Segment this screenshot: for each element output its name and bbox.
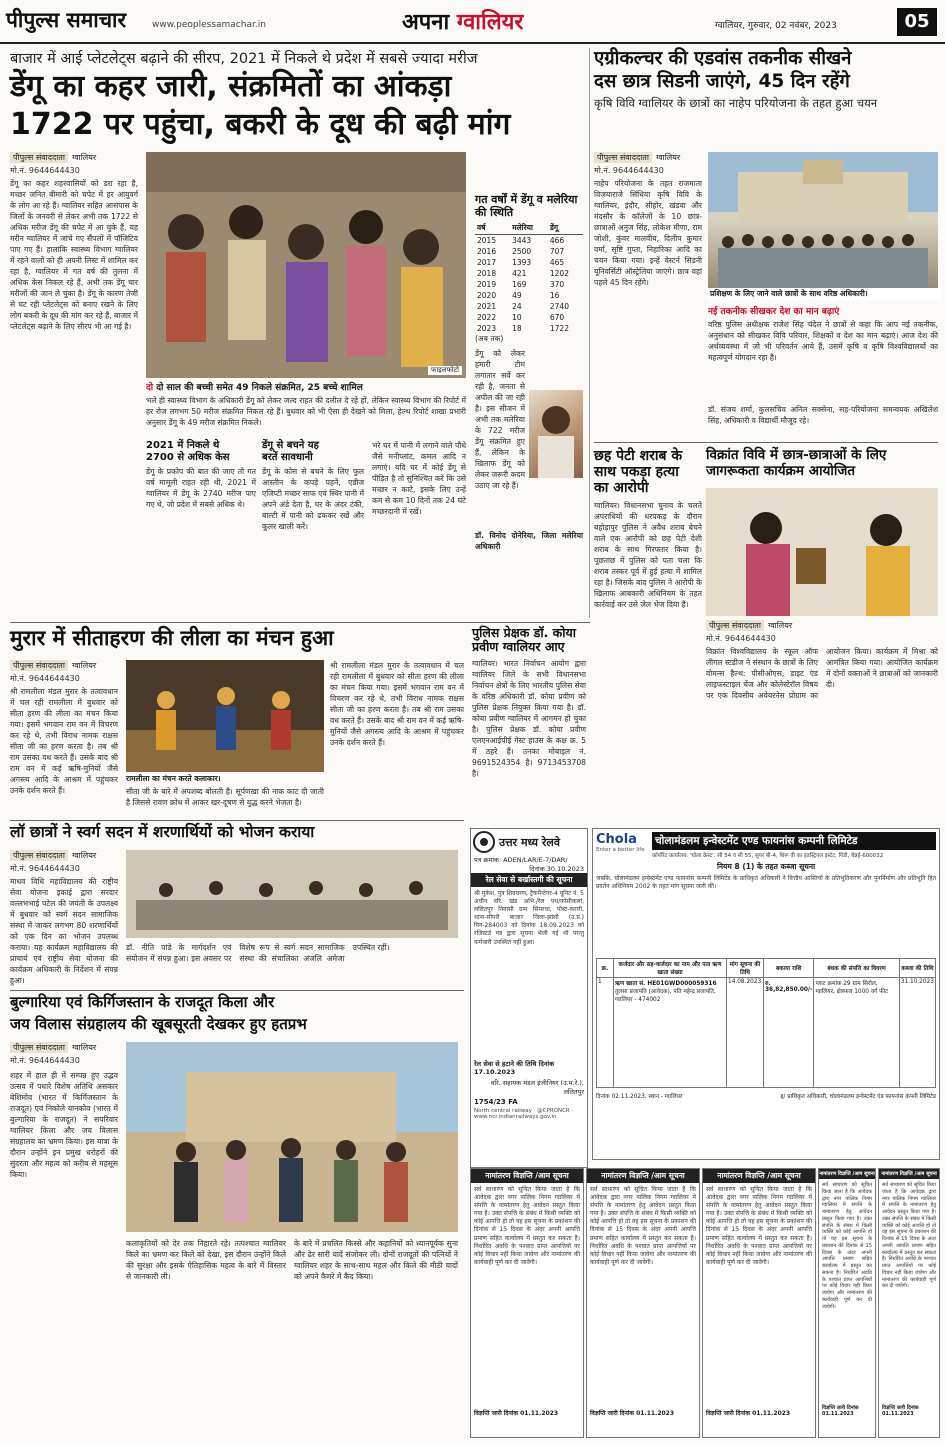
notice-body: सर्व साधारण को सूचित किया जाता है कि आवेदक द्वारा नगर पालिक निगम ग्वालियर में संपत्ति के नामांतरण हेतु आवेदन प्रस्तुत किया गया है। उक्त संपत्ति के संबंध में किसी व्यक्ति को कोई आपत्ति हो तो वह इस सूचना के प्रकाशन की दिनांक से 15 दिवस के अंदर अपनी आपत्ति प्रमाण सहित कार्यालय में प्रस्तुत कर सकता है। निर्धारित अवधि के पश्चात प्राप्त आपत्तियों पर कोई विचार नहीं किया जावेगा और नामांतरण की कार्यवाही पूर्ण कर दी जावेगी। [474, 1186, 580, 1266]
vikrant-story [706, 448, 938, 820]
liquor-headline-3: का आरोपी [594, 480, 649, 497]
railway-effective: रेल सेवा से हटाने की तिथि दिनांक 17.10.2023 [474, 1060, 555, 1076]
chola-logo [596, 832, 652, 853]
leela-photo-caption: रामलीला का मंचन करते कलाकार। [126, 774, 324, 784]
bulgaria-photo [126, 1042, 458, 1232]
vikrant-mobile: मो.नं. 9644644430 [706, 634, 776, 643]
sub-2021-body: डेंगू के प्रकोप की बात की जाए तो गत वर्ष मामूली राहत रही थी, 2021 में ग्वालियर में डेंगू के 2740 मरीज पाए गए थे, जो प्रदेश में सबसे अधिक थे। [146, 467, 256, 509]
police-headline-2: प्रवीण ग्वालियर आए [472, 639, 565, 655]
caption-title: दो साल की बच्ची समेत 49 निकले संक्रमित, 25 बच्चे शामिल [156, 383, 363, 393]
agri-photo [708, 152, 938, 300]
leela-story [10, 622, 464, 818]
vikrant-body: विक्रांत विश्वविद्यालय के स्कूल ऑफ लीगल स्टडीज ने संस्थान के छात्रों के लिए वोमन्स हैल्थ: पीसीओएस, डाइट एंड लाइफस्टाइल चेंज और कोलेस्टेरॉल विषय पर एक दिवसीय अवेयरनेस प्रोग्राम का आयोजन किया। कार्यक्रम में मिश्रा को आमंत्रित किया गया। आयोजित कार्यक्रम में दोनों वक्ताओं ने छात्राओं को जानकारी दी। [706, 647, 938, 700]
dengue-byline [10, 152, 140, 163]
reporter-tag: पीपुल्स संवाददाता [10, 850, 68, 861]
social-twitter[interactable]: @CPRONCR [537, 1108, 570, 1114]
railway-notice-title: रेल सेवा से बर्खास्तगी की सूचना [471, 873, 587, 887]
railway-social: North central railway · @CPRONCR · www.ncr.indianrailways.gov.in [474, 1108, 574, 1120]
dengue-mobile: मो.नं. 9644644430 [10, 166, 80, 175]
table-row: 2015 3443 466 [477, 236, 565, 246]
mutation-notice [470, 1168, 584, 1438]
reporter-tag: पीपुल्स संवाददाता [10, 152, 68, 163]
table-row: 2023 18 1722 [477, 324, 569, 334]
stats-header: मलेरिया [510, 222, 548, 235]
dengue-photo-caption: दो दो साल की बच्ची समेत 49 निकले संक्रमित, 25 बच्चे शामिल भले ही स्वास्थ्य विभाग के अधिकारी डेंगू को लेकर जल्द राहत की दलील दे रहे हों, लेकिन स्वास्थ्य विभाग की रिपोर्ट में हर रोज लगभग 50 मरीज संक्रमित निकल रहे हैं। बुधवार को भी ऐसा ही देखने को मिला, हेल्थ रिपोर्ट शाखा प्रभारी अनुसार डेंगू के 49 मरीज संक्रमित निकले। [146, 383, 466, 427]
paper-logo: पीपुल्स समाचार [6, 8, 127, 32]
column-divider [589, 48, 590, 618]
highlight-title: नई तकनीक सीखकर देश का मान बढ़ाएं [708, 307, 840, 317]
notice-body: सर्व साधारण को सूचित किया जाता है कि आवेदक द्वारा नगर पालिक निगम ग्वालियर में संपत्ति के नामांतरण हेतु आवेदन प्रस्तुत किया गया है। उक्त संपत्ति के संबंध में किसी व्यक्ति को कोई आपत्ति हो तो वह इस सूचना के प्रकाशन की दिनांक से 15 दिवस के अंदर अपनी आपत्ति प्रमाण सहित कार्यालय में प्रस्तुत कर सकता है। निर्धारित अवधि के पश्चात प्राप्त आपत्तियों पर कोई विचार नहीं किया जावेगा और नामांतरण की कार्यवाही पूर्ण कर दी जावेगी। [882, 1182, 936, 1290]
notice-sign: विज्ञप्ति जारी दिनांक 01.11.2023 [882, 1405, 919, 1417]
notice-sign: विज्ञप्ति जारी दिनांक 01.11.2023 [822, 1405, 859, 1417]
law-headline: लॉ छात्रों ने स्वर्ग सदन में शरणार्थियों को भोजन कराया [10, 823, 315, 841]
sub-2021-title-1: 2021 में निकले थे [146, 440, 220, 451]
city: ग्वालियर [71, 153, 97, 162]
leela-top-rule [10, 622, 590, 623]
law-mobile: मो.नं. 9644644430 [10, 864, 80, 873]
notice-head: नामांतरण विज्ञप्ति /आम सूचना [819, 1171, 875, 1177]
stats-note: (अब तक) [475, 334, 504, 344]
caption-body: भले ही स्वास्थ्य विभाग के अधिकारी डेंगू को लेकर जल्द राहत की दलील दे रहे हों, लेकिन स्वास्थ्य विभाग की रिपोर्ट में हर रोज लगभग 50 मरीज संक्रमित निकल रहे हैं। बुधवार को भी ऐसा ही देखने को मिला, हेल्थ रिपोर्ट शाखा प्रभारी अनुसार डेंगू के 49 मरीज संक्रमित निकले। [146, 396, 466, 427]
mutation-notice [818, 1168, 876, 1438]
chola-table [596, 958, 936, 1088]
agri-subhead: कृषि विवि ग्वालियर के छात्रों का नाहेप परियोजना के तहत हुआ चयन [594, 95, 878, 110]
agri-headline-1: एग्रीकल्चर की एडवांस तकनीक सीखने [594, 48, 852, 69]
reporter-tag: पीपुल्स संवाददाता [10, 1042, 68, 1053]
police-headline-1: पुलिस प्रेक्षक डॉ. कोया [472, 625, 576, 640]
chola-logo-text: Chola [596, 832, 637, 847]
notice-head: नामांतरण विज्ञप्ति /आम सूचना [703, 1169, 815, 1183]
notice-body: सर्व साधारण को सूचित किया जाता है कि आवेदक द्वारा नगर पालिक निगम ग्वालियर में संपत्ति के नामांतरण हेतु आवेदन प्रस्तुत किया गया है। उक्त संपत्ति के संबंध में किसी व्यक्ति को कोई आपत्ति हो तो वह इस सूचना के प्रकाशन की दिनांक से 15 दिवस के अंदर अपनी आपत्ति प्रमाण सहित कार्यालय में प्रस्तुत कर सकता है। निर्धारित अवधि के पश्चात प्राप्त आपत्तियों पर कोई विचार नहीं किया जावेगा और नामांतरण की कार्यवाही पूर्ण कर दी जावेगी। [822, 1182, 872, 1310]
city: ग्वालियर [767, 621, 793, 630]
law-byline [10, 850, 96, 861]
highlight-body: वरिष्ठ पुलिस अधीक्षक राजेश सिंह चंदेल ने छात्रों से कहा कि आप नई तकनीक, अनुसंधान को सीखकर विवि परिवार, शिक्षकों व देश का मान बढ़ाएं। आज देश की अर्थव्यवस्था में जो भी परिवर्तन आये हैं, उसमें कृषि व कृषि विश्वविद्यालयों का महत्वपूर्ण योगदान रहा है। [708, 320, 938, 362]
railway-org: उत्तर मध्य रेलवे [499, 835, 560, 849]
table-row: 2019 169 370 [477, 280, 565, 290]
sub-save [262, 440, 364, 532]
masthead-rule [0, 42, 945, 44]
bulgaria-headline-2: जय विलास संग्रहालय की खूबसूरती देखकर हुए हतप्रभ [10, 1015, 307, 1033]
liquor-body: ग्वालियर। विधानसभा चुनाव के चलते अपराधियों की धरपकड़ के दौरान बहोड़ापुर पुलिस ने अवैध शराब बेचने वाले एक आरोपी को छह पेटी देशी शराब के साथ गिरफ्तार किया है। पूछताछ में पुलिस को पता चला कि शराब तस्कर पूर्व में हुई हत्या में शामिल रहा है। जिसके बाद पुलिस ने आरोपी के खिलाफ आबकारी अधिनियम के तहत कार्रवाई कर उसे जेल भेज दिया है। [594, 501, 702, 610]
sub-save-title-2: बरतें सावधानी [262, 451, 313, 463]
chola-tagline: Enter a better life [596, 847, 645, 853]
railway-notice [470, 828, 588, 1168]
masthead [0, 0, 945, 44]
chola-title: चोलामंडलम इन्वेस्टमेंट एण्ड फायनांस कम्पनी लिमिटेड [652, 832, 936, 850]
vikrant-headline-2: जागरूकता कार्यक्रम आयोजित [706, 462, 856, 479]
notice-head: नामांतरण विज्ञप्ति /आम सूचना [879, 1169, 939, 1179]
stats-header: डेंगू [548, 222, 583, 235]
city: ग्वालियर [71, 661, 97, 670]
notice-body: सर्व साधारण को सूचित किया जाता है कि आवेदक द्वारा नगर पालिक निगम ग्वालियर में संपत्ति के नामांतरण हेतु आवेदन प्रस्तुत किया गया है। उक्त संपत्ति के संबंध में किसी व्यक्ति को कोई आपत्ति हो तो वह इस सूचना के प्रकाशन की दिनांक से 15 दिवस के अंदर अपनी आपत्ति प्रमाण सहित कार्यालय में प्रस्तुत कर सकता है। निर्धारित अवधि के पश्चात प्राप्त आपत्तियों पर कोई विचार नहीं किया जावेगा और नामांतरण की कार्यवाही पूर्ण कर दी जावेगी। [590, 1186, 696, 1266]
agri-photo-caption: प्रशिक्षण के लिए जाने वाले छात्रों के साथ वरिष्ठ अधिकारी। [708, 288, 942, 300]
table-header-row: क्र. कर्जदार और सह-कर्जदार का नाम और पता ऋण खाता संख्या मांग सूचना की तिथि बकाया राशि बंधक की संपत्ति का विवरण कब्जा की तिथि [597, 959, 936, 978]
liquor-story [594, 448, 702, 818]
notice-body: सर्व साधारण को सूचित किया जाता है कि आवेदक द्वारा नगर पालिक निगम ग्वालियर में संपत्ति के नामांतरण हेतु आवेदन प्रस्तुत किया गया है। उक्त संपत्ति के संबंध में किसी व्यक्ति को कोई आपत्ति हो तो वह इस सूचना के प्रकाशन की दिनांक से 15 दिवस के अंदर अपनी आपत्ति प्रमाण सहित कार्यालय में प्रस्तुत कर सकता है। निर्धारित अवधि के पश्चात प्राप्त आपत्तियों पर कोई विचार नहीं किया जावेगा और नामांतरण की कार्यवाही पूर्ण कर दी जावेगी। [706, 1186, 812, 1266]
agri-body: नाहेप परियोजना के तहत राजमाता विजयाराजे सिंधिया कृषि विवि के ग्वालियर, इंदौर, सीहोर, खंडवा और मंदसौर के कॉलेजों के 10 छात्र-छात्राओं अनुज सिंह, लोकेश मीणा, राम जोशी, कुंवर मालवीय, दिलीप कुमार वर्मा, सृष्टि गुप्ता, निहारिका आदि का चयन किया गया। इन्हें वेस्टर्न सिडनी यूनिवर्सिटी ऑस्ट्रेलिया जाएंगे। छात्र वहां पहले 45 दिन रहेंगे। [594, 179, 702, 287]
section-title-b: ग्वालियर [456, 10, 524, 35]
railway-body: श्री मुकेश, पुत्र शिवचरण, ट्रैकमैन्टेनर-4 यूनिट नं. 5 अधीन वरि. खंड अभि./रेल पथ/कोसीकलां, ललितपुर निवासी ग्राम सिमरधा, पोस्ट-करारी, थाना-सीपरी बाजार जिला-झांसी (उ.प्र.) पिन-284003 को दिनांक 18.09.2023 को रजिस्टर्ड पत्र द्वारा सूचना भेजी गई थी परन्तु कर्मचारी उपस्थित नहीं हुआ। [474, 890, 584, 946]
chola-sign: ह/ प्राधिकृत अधिकारी, चोलामंडलम इन्वेस्टमेंट एंड फायनांस कंपनी लिमिटेड [780, 1094, 936, 1100]
dengue-headline-1: डेंगू का कहर जारी, संक्रमितों का आंकड़ा [10, 69, 452, 104]
official-photo [529, 390, 583, 478]
vikrant-photo [706, 488, 938, 616]
crowd-photo-icon [146, 152, 466, 378]
table-row: 2022 10 670 [477, 313, 565, 323]
official-quote: डेंगू को लेकर हमारी टीम लगातार सर्वे कर रही है, जनता से अपील की जा रही है। इस सीजन में अभी तक मलेरिया के 722 मरीज डेंगू संक्रमित हुए हैं, लेकिन के खिलाफ डेंगू को लेकर जरूरी कदम उठाए जा रहे हैं। [475, 349, 525, 491]
dengue-photo [146, 152, 466, 378]
notice-sign: विज्ञप्ति जारी दिनांक 01.11.2023 [706, 1410, 791, 1417]
section-title-a: अपना [402, 10, 450, 35]
city: ग्वालियर [655, 153, 681, 162]
agri-headline-2: दस छात्र सिडनी जाएंगे, 45 दिन रहेंगे [594, 71, 850, 93]
railway-footer-code: 1754/23 FA [474, 1098, 518, 1106]
notice-head: नामांतरण विज्ञप्ति /आम सूचना [471, 1169, 583, 1183]
chola-address: कॉर्पोरेट कार्यालय: 'चोला क्रेस्ट', सी 54 व सी 55, सुपर बी-4, थिरू वी का इंडस्ट्रियल इस्टेट, गिंडी, चेन्नई-600032 [652, 853, 884, 859]
reporter-tag: पीपुल्स संवाददाता [10, 660, 68, 671]
dengue-headline-2: 1722 पर पहुंचा, बकरी के दूध की बढ़ी मांग [10, 107, 511, 142]
mutation-notice [586, 1168, 700, 1438]
leela-headline: मुरार में सीताहरण की लीला का मंचन हुआ [10, 626, 334, 650]
law-photo [126, 850, 458, 938]
leela-photo [126, 660, 324, 772]
sub-save-title-1: डेंगू से बचने यह [262, 440, 319, 451]
bulgaria-mobile: मो.नं. 9644644430 [10, 1056, 80, 1065]
official-name: डॉ. विनोद दोनेरिया, जिला मलेरिया अधिकारी [475, 531, 583, 552]
vikrant-headline-1: विक्रांत विवि में छात्र-छात्राओं के लिए [706, 447, 887, 463]
mutation-notice [878, 1168, 940, 1438]
police-body: ग्वालियर। भारत निर्वाचन आयोग द्वारा ग्वालियर जिले के सभी विधानसभा निर्वाचन क्षेत्रों के लिए भारतीय पुलिस सेवा के वरिष्ठ अधिकारी डॉ. कोया प्रवीण को पुलिस प्रेक्षक नियुक्त किया गया है। डॉ. कोया प्रवीण ग्वालियर में आगमन हो चुका है। पुलिस प्रेक्षक डॉ. कोया प्रवीण एलएनआईपीई गेस्ट हाउस के कक्ष क्र. 5 में ठहरे हैं। उनका मोबाइल नं. 9691524354 है। 9713453708 है। [472, 658, 586, 778]
page-number: 05 [897, 8, 937, 36]
table-row: 1 ऋण खाता सं. HE01GWD000059316 तुलसा प्रजापति (आवेदक), पति महेन्द्र प्रजापति, ग्वालियर - 474002 14.08.2023 रु. 36,82,850.00/- प्लाट क्रमांक 29 ग्राम सिरोल, ग्वालियर, क्षेत्रफल 1000 वर्ग फीट 31.10.2023 [597, 978, 936, 1088]
railway-logo-icon [473, 831, 495, 853]
table-row: 2021 24 2740 [477, 302, 569, 312]
bulgaria-byline [10, 1042, 96, 1053]
stats-title: गत वर्षों में डेंगू व मलेरिया की स्थिति [475, 193, 578, 219]
leela-body: श्री रामलीला मंडल मुरार के तत्वावधान में चल रही रामलीला में बुधवार को सीता हरण की लीला का मंचन किया गया। इसमें भगवान राम वन में विचरण कर रहे थे, तभी विराध नामक राक्षस सीता जी का हरण करता है। तब श्री राम उसका वध करते हैं। उसके बाद श्री राम वन में कई ऋषि-मुनियों जैसे अगस्त्य आदि के आश्रम में पहुंचकर उनके दर्शन करते हैं। [10, 687, 118, 795]
liquor-headline-1: छह पेटी शराब के [594, 448, 683, 464]
agri-byline [594, 152, 680, 163]
railway-signature: वरि. सहायक मंडल इंजीनियर (उ.म.रे.), ललितपुर [490, 1079, 584, 1096]
agri-highlight [708, 304, 938, 363]
leela-byline [10, 660, 96, 671]
notice-sign: विज्ञप्ति जारी दिनांक 01.11.2023 [474, 1410, 559, 1417]
social-website[interactable]: www.ncr.indianrailways.gov.in [474, 1114, 557, 1120]
chola-rule-title: नियम 8 (1) के तहत कब्जा सूचना [716, 862, 816, 871]
liquor-headline-2: साथ पकड़ा हत्या [594, 464, 679, 481]
diplomats-photo-icon [126, 1042, 458, 1232]
photo-credit: फाइलफोटो [428, 366, 462, 375]
railway-ref-no: पत्र क्रमांक: ADEN/LAR/E-7/DAR/ [474, 856, 568, 864]
leela-mobile: मो.नं. 9644644430 [10, 674, 80, 683]
dengue-col1: डेंगू का कहर शहरवासियों को डरा रहा है, मच्छर जनित बीमारी को चपेट में हर आयुवर्ग के लोग आ रहे हैं। ग्वालियर सहित आसपास के जिलों के जनवरी से लेकर अभी तक 1722 से अधिक मरीज डेंगू की चपेट में आ चुके हैं, यह मरीन ग्वालियर में जांचे गए सैंपलों में पॉजिटिव पाए गए हैं। हालांकि स्वास्थ्य विभाग ग्वालियर में रहने वालों को ही अपनी लिस्ट में शामिल कर रहा है, ग्वालियर में गत वर्ष की तुलना में अधिक केस निकल रहे हैं, अभी तक डेंगू चार मरीजों की जान ले चुका है। डेंगू के कारण तेजी से घट रही प्लेटलेट्स को बनाए रखने के लिए लोग बकरी के दूध की मांग कर रहे हैं, बाजार में प्लेटलेट्स बढ़ाने के लिए सीरप भी आ गई है। [10, 179, 138, 331]
stage-photo-icon [126, 660, 324, 772]
bulgaria-body: शहर में हाल ही में सम्पन्न हुए उद्भव उत्सव में पधारे विशेष अतिथि असकार बेशिमोव (भारत में किर्गिजस्तान के राजदूत) एवं निकोले यानकोव (भारत में बुल्गारिया के राजदूत) ने सपरिवार ग्वालियर किला और जय विलास संग्रहालय का भ्रमण किया। इस यात्रा के दौरान उन्होंने इन प्रमुख धरोहरों की सुंदरता और महत्व को करीब से महसूस किया। [10, 1071, 118, 1179]
dengue-stats-box [475, 194, 583, 614]
award-photo-icon [706, 488, 938, 616]
bulgaria-top-rule [10, 990, 464, 991]
stats-table [475, 222, 583, 334]
sub-2021-title-2: 2700 से अधिक केस [146, 451, 230, 463]
table-row: 2016 2500 707 [477, 247, 565, 257]
table-row: 2020 49 16 [477, 291, 560, 301]
dengue-col4: भरे घर में पानी में लगाने वाले पौधे जैसे मनीप्लांट, कमल आदि न लगाएं। यदि घर में कोई डेंगू से पीड़ित है तो सुनिश्चित करें कि उसे मच्छर न काटे, इसके लिए उन्हें कम से कम 10 दिनों तक 24 घंटे मच्छरदानी में रखें। [372, 441, 466, 516]
reporter-tag: पीपुल्स संवाददाता [594, 152, 652, 163]
police-story [472, 626, 586, 818]
bulgaria-body3: के बारे में प्रचलित किस्से और कहानियों को ध्यानपूर्वक सुना और ढेर सारी यादें संजोकर ली। दोनों राजदूतों की पत्नियों ने ग्वालियर शहर के साथ-साथ महल और किले की मीठी यादों को अपने कैमरे में कैद किया। [294, 1239, 458, 1281]
agri-mobile: मो.नं. 9644644430 [594, 166, 664, 175]
leela-col3: श्री रामलीला मंडल मुरार के तत्वावधान में चल रही रामलीला में बुधवार को सीता हरण की लीला का मंचन किया गया। इसमें भगवान राम वन में विचरण कर रहे थे, तभी विराध नामक राक्षस सीता जी का हरण करता है। तब श्री राम उसका वध करते हैं। उसके बाद श्री राम वन में कई ऋषि-मुनियों जैसे अगस्त्य आदि के आश्रम में पहुंचकर उनके दर्शन करते हैं। [330, 661, 464, 747]
chola-footer [593, 1090, 939, 1102]
agri-story [594, 48, 938, 442]
dengue-kicker: बाजार में आई प्लेटलेट्स बढ़ाने की सीरप, 2021 में निकले थे प्रदेश में सबसे ज्यादा मरीज [10, 51, 478, 67]
law-story [10, 820, 464, 988]
notices-row [470, 1168, 938, 1438]
website[interactable]: www.peoplessamachar.in [152, 20, 266, 30]
leela-body2: सीता जी के बारे में अपशब्द बोलती है। सूर्पणखा की नाक काट दी जाती है जिससे रावण क्रोध में आकर खर-दूषण से युद्ध करने भेजता है। [126, 787, 324, 807]
official-portrait-icon [529, 390, 583, 478]
sub-2021 [146, 440, 256, 510]
social-facebook[interactable]: North central railway [474, 1108, 532, 1114]
sub-save-body: डेंगू के कोस से बचने के लिए फुल आस्तीन के कपड़े पहनें, एडीज एजिप्टी मच्छर साफ एवं स्थिर पानी में अपने अंडे देता है, घर के अंदर टंकी, बाल्टी में पानी को ढककर रखें और कूलर खाली करें। [262, 467, 364, 531]
chola-notice [592, 828, 940, 1160]
city: ग्वालियर [71, 851, 97, 860]
meal-photo-icon [126, 850, 458, 938]
mutation-notice [702, 1168, 816, 1438]
railway-ref-date: दिनांक 30.10.2023 [529, 865, 584, 873]
vikrant-byline [706, 620, 792, 631]
stats-header: वर्ष [475, 222, 510, 235]
chola-intro: जबकि, चोलामंडलम इन्वेस्टमेंट एण्ड फायनांस कम्पनी लिमिटेड के प्राधिकृत अधिकारी ने वित्तीय आस्तियों के प्रतिभूतिकरण और पुनर्निर्माण और प्रतिभूति हित प्रवर्तन अधिनियम 2002 के तहत मांग सूचना जारी की। [596, 875, 936, 891]
law-top-rule [10, 820, 464, 821]
section-title [402, 6, 523, 36]
notice-sign: विज्ञप्ति जारी दिनांक 01.11.2023 [590, 1410, 675, 1417]
group-photo-icon [708, 152, 938, 300]
bulgaria-headline-1: बुल्गारिया एवं किर्गिजस्तान के राजदूत किला और [10, 993, 275, 1011]
city: ग्वालियर [71, 1043, 97, 1052]
bulgaria-body2: कलाकृतियों को देर तक निहारते रहे। तत्पश्चात ग्वालियर किले का भ्रमण कर किले को देखा, इस दौरान उन्होंने किले की सुरक्षा और इसके ऐतिहासिक महत्व के बारे में विस्तार से जानकारी ली। [126, 1239, 286, 1281]
chola-place-date: दिनांक 02.11.2023, स्थान - ग्वालियर [596, 1094, 683, 1100]
notice-head: नामांतरण विज्ञप्ति /आम सूचना [587, 1169, 699, 1183]
date-line: ग्वालियर, गुरुवार, 02 नवंबर, 2023 [715, 21, 837, 31]
reporter-tag: पीपुल्स संवाददाता [706, 620, 764, 631]
law-body: माधव विधि महाविद्यालय की राष्ट्रीय सेवा योजना इकाई द्वारा सरदार वल्लभभाई पटेल की जयंती के उपलक्ष्य में बुधवार को स्वर्ग सदन सामाजिक संस्था में जाकर लगभग 80 शरणार्थियों को एक दिन का भोजन उपलब्ध कराया। यह कार्यक्रम महाविद्यालय की प्राचार्य एवं राष्ट्रीय सेवा योजना की कार्यक्रम अधिकारी के निर्देशन में संपन्न हुआ। [10, 877, 118, 985]
table-row: 2018 421 1202 [477, 269, 569, 279]
table-row: 2017 1393 465 [477, 258, 565, 268]
law-body2: डॉ. नीति पांडे के मार्गदर्शन एवं संयोजन में संपन्न हुआ। इस अवसर पर विशेष रूप से स्वर्ग सदन सामाजिक संस्था की संचालिका अंजलि अमेजा उपस्थित रहीं। [126, 943, 390, 963]
agri-divider [594, 442, 938, 443]
bulgaria-story [10, 990, 464, 1438]
agri-closing: डॉ. संजय शर्मा, कुलसचिव अनिल सक्सेना, सह-परियोजना समन्वयक अखिलेश सिंह, अधिकारी व विद्यार्थी मौजूद रहे। [708, 405, 938, 425]
